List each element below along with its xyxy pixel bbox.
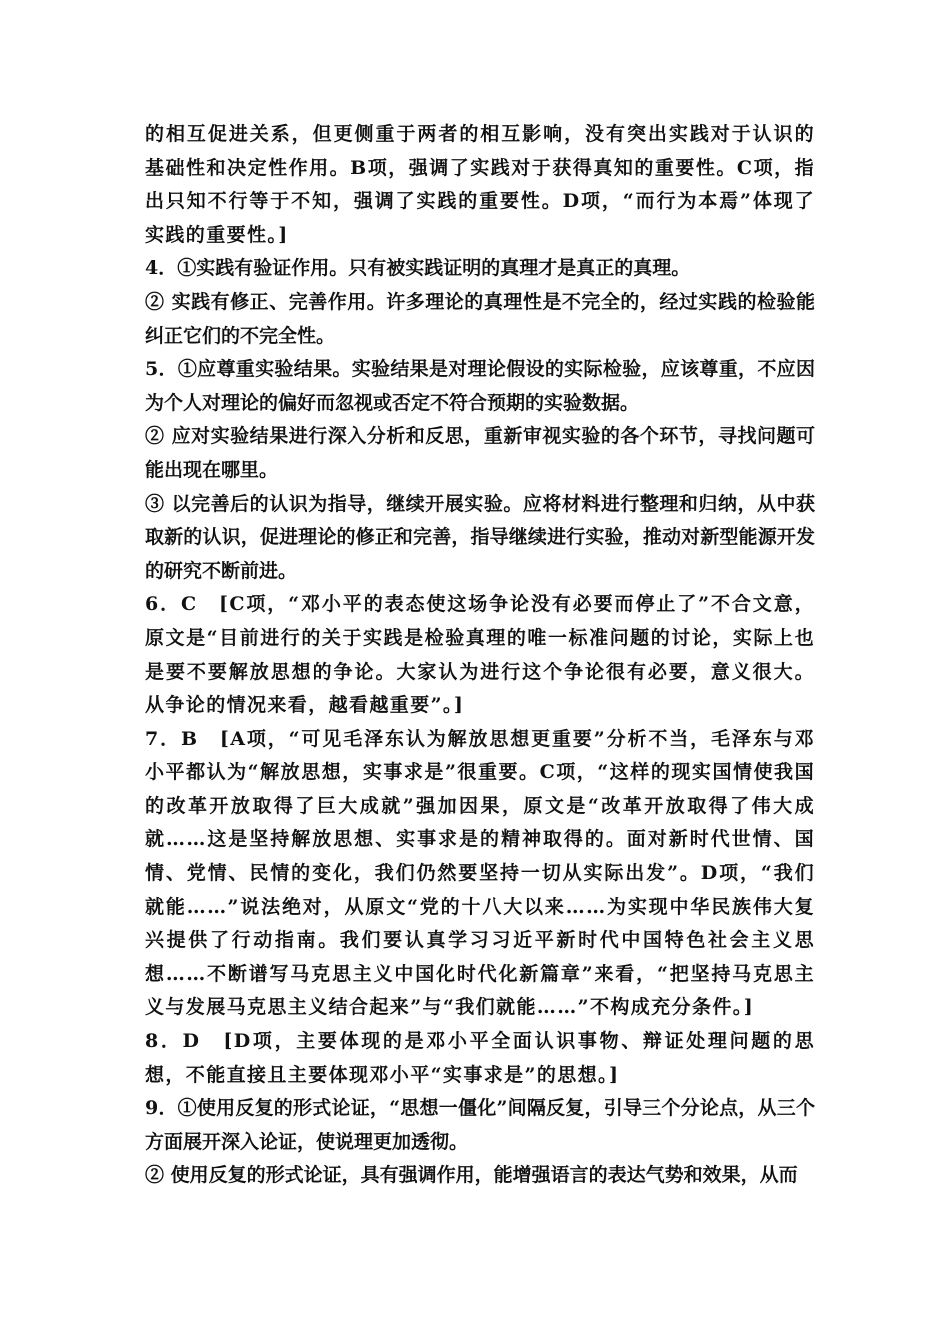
answer-8: 8．D [D项，主要体现的是邓小平全面认识事物、辩证处理问题的思想，不能直接且主要体现邓小平“实事求是”的思想。] [145, 1030, 815, 1086]
answer-9-point-1: 9．①使用反复的形式论证，“思想一僵化”间隔反复，引导三个分论点，从三个方面展开深入论证，使说理更加透彻。 [145, 1097, 815, 1153]
answer-7: 7．B [A项，“可见毛泽东认为解放思想更重要”分析不当，毛泽东与邓小平都认为“解放思想，实事求是”很重要。C项，“这样的现实国情使我国的改革开放取得了巨大成就”强加因果，原文是“改革开放取得了伟大成就……这是坚持解放思想、实事求是的精神取得的。面对新时代世情、国情、党情、民情的变化，我们仍然要坚持一切从实际出发”。D项，“我们就能……”说法绝对，从原文“党的十八大以来……为实现中华民族伟大复兴提供了行动指南。我们要认真学习习近平新时代中国特色社会主义思想……不断谱写马克思主义中国化时代化新篇章”来看，“把坚持马克思主义与发展马克思主义结合起来”与“我们就能……”不构成充分条件。] [145, 727, 815, 1019]
answer-6: 6．C [C项，“邓小平的表态使这场争论没有必要而停止了”不合文意，原文是“目前进行的关于实践是检验真理的唯一标准问题的讨论，实际上也是要不要解放思想的争论。大家认为进行这个争论很有必要，意义很大。从争论的情况来看，越看越重要”。] [145, 593, 815, 717]
paragraph-continuation: 的相互促进关系，但更侧重于两者的相互影响，没有突出实践对于认识的基础性和决定性作用。B项，强调了实践对于获得真知的重要性。C项，指出只知不行等于不知，强调了实践的重要性。D项，“而行为本焉”体现了实践的重要性。] [145, 123, 815, 246]
answer-text [145, 118, 815, 1193]
answer-5-point-2: ② 应对实验结果进行深入分析和反思，重新审视实验的各个环节，寻找问题可能出现在哪里。 [145, 425, 815, 481]
answer-4-point-1: 4．①实践有验证作用。只有被实践证明的真理才是真正的真理。 [145, 257, 691, 280]
answer-4-point-2: ② 实践有修正、完善作用。许多理论的真理性是不完全的，经过实践的检验能纠正它们的不完全性。 [145, 290, 815, 347]
answer-9-point-2: ② 使用反复的形式论证，具有强调作用，能增强语言的表达气势和效果，从而 [145, 1164, 798, 1187]
answer-5-point-1: 5．①应尊重实验结果。实验结果是对理论假设的实际检验，应该尊重，不应因为个人对理论的偏好而忽视或否定不符合预期的实验数据。 [145, 358, 815, 414]
answer-5-point-3: ③ 以完善后的认识为指导，继续开展实验。应将材料进行整理和归纳，从中获取新的认识，促进理论的修正和完善，指导继续进行实验，推动对新型能源开发的研究不断前进。 [145, 492, 815, 582]
